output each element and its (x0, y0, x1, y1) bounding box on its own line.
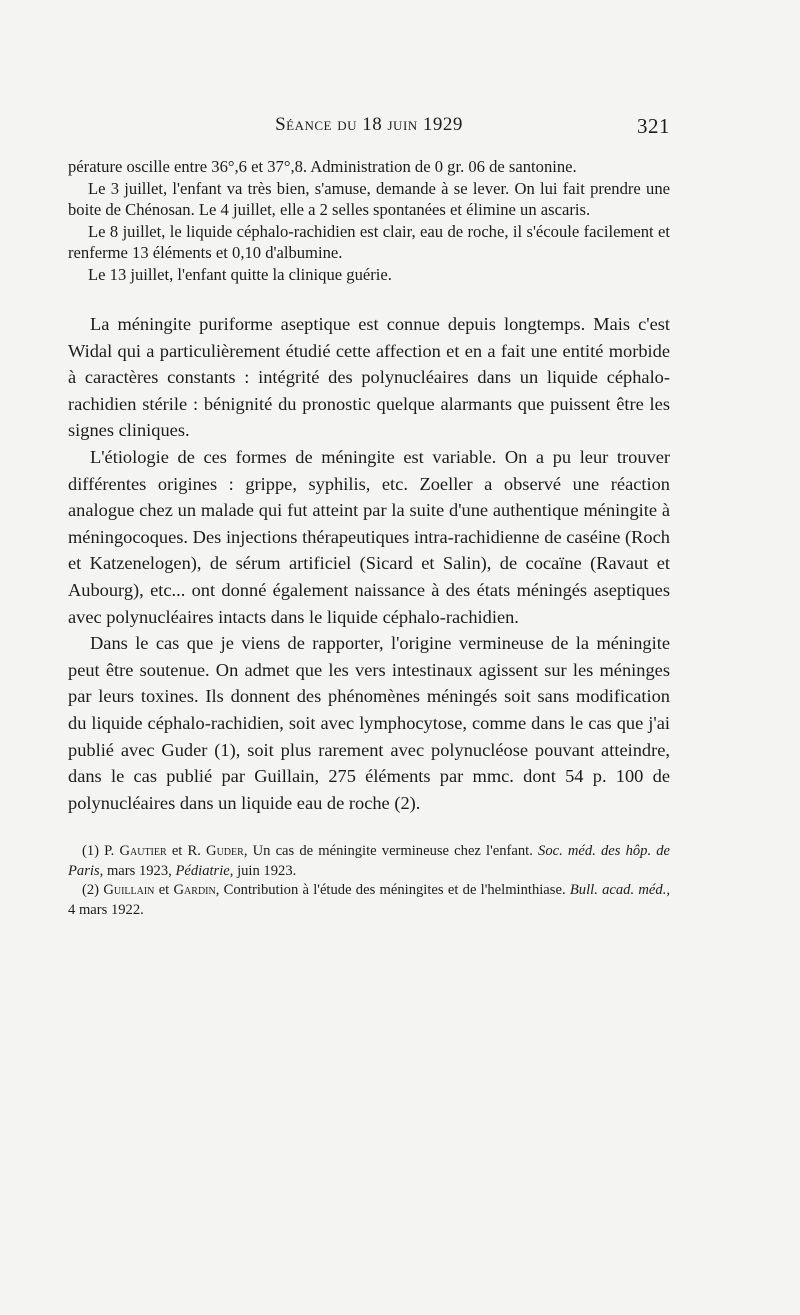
footnote-2 (68, 881, 670, 920)
footnote-title: , Contribution à l'étude des méningites et de l'helminthiase. (215, 882, 566, 899)
footnote-author: Gautier (119, 843, 167, 860)
footnote-1 (68, 842, 670, 881)
running-title: Séance du 18 juin 1929 (275, 114, 463, 135)
case-note-paragraph: pérature oscille entre 36°,6 et 37°,8. Administration de 0 gr. 06 de santonine. (68, 157, 577, 176)
footnote-author: Guder (206, 843, 244, 860)
footnotes (68, 842, 670, 920)
footnote-date: 4 mars 1922. (68, 902, 144, 919)
case-note-paragraph: Le 3 juillet, l'enfant va très bien, s'amuse, demande à se lever. On lui fait prendre une boite de Chénosan. Le 4 juillet, elle a 2 selles spontanées et élimine un ascaris. (68, 178, 670, 219)
footnote-journal: Bull. acad. méd., (569, 882, 671, 899)
footnote-journal: Soc. méd. des hôp. de Paris, (68, 843, 671, 879)
footnote-journal: Pédiatrie, (175, 862, 234, 879)
body-paragraph: L'étiologie de ces formes de méningite est variable. On a pu leur trouver différentes origines : grippe, syphilis, etc. Zoeller a observé une réaction analogue chez un malade qui fut atteint par la suite d'une authentique méningite à méningocoques. Des injections thérapeutiques intra-rachidienne de caséine (Roch et Katzenelogen), de sérum artificiel (Sicard et Salin), de cocaïne (Ravaut et Aubourg), etc... ont donné également naissance à des états méningés aseptiques avec polynucléaires intacts dans le liquide céphalo-rachidien. (68, 446, 670, 627)
case-note-paragraph: Le 8 juillet, le liquide céphalo-rachidien est clair, eau de roche, il s'écoule facilement et renferme 13 éléments et 0,10 d'albumine. (68, 221, 670, 262)
page-number: 321 (637, 114, 670, 138)
footnote-conjunction: et R. (171, 843, 201, 860)
footnote-date: juin 1923. (237, 862, 297, 879)
footnote-date: mars 1923, (106, 862, 172, 879)
body-paragraph: Dans le cas que je viens de rapporter, l'origine vermineuse de la méningite peut être soutenue. On admet que les vers intestinaux agissent sur les méninges par leurs toxines. Ils donnent des phénomènes méningés soit sans modification du liquide céphalo-rachidien, soit avec lymphocytose, comme dans le cas que j'ai publié avec Guder (1), soit plus rarement avec polynucléose pouvant atteindre, dans le cas publié par Guillain, 275 éléments par mmc. dont 54 p. 100 de polynucléaires dans un liquide eau de roche (2). (68, 633, 670, 813)
case-note-paragraph: Le 13 juillet, l'enfant quitte la clinique guérie. (88, 264, 392, 284)
footnote-title: , Un cas de méningite vermineuse chez l'enfant. (243, 843, 533, 860)
body-paragraph: La méningite puriforme aseptique est connue depuis longtemps. Mais c'est Widal qui a particulièrement étudié cette affection et en a fait une entité morbide à caractères constants : intégrité des polynucléaires dans un liquide céphalo-rachidien stérile : bénignité du pronostic quelque alarmants que puissent être les signes cliniques. (68, 314, 670, 441)
footnote-author: Gardin (173, 882, 216, 899)
running-head (68, 110, 670, 146)
main-text (68, 311, 670, 816)
footnote-marker: (2) (82, 882, 100, 899)
footnote-author: Guillain (103, 882, 155, 899)
case-notes (68, 156, 670, 285)
footnote-conjunction: et (158, 882, 170, 899)
page (68, 110, 670, 921)
footnote-marker: (1) P. (82, 843, 115, 860)
